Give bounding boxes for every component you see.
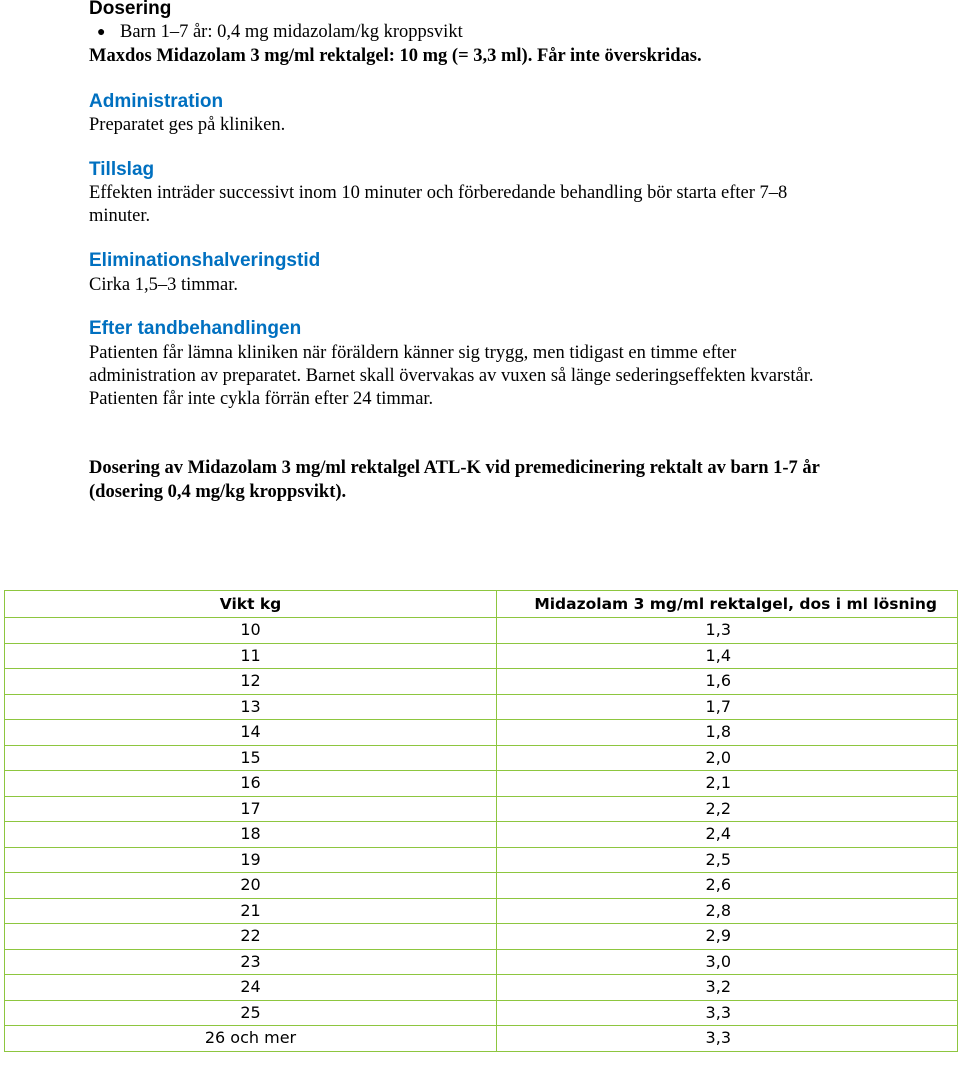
table-row: [5, 796, 958, 822]
dose-cell: 2,0: [497, 745, 958, 771]
dose-cell: 2,8: [497, 898, 958, 924]
table-row: [5, 847, 958, 873]
weight-cell: 12: [5, 669, 497, 695]
dose-cell: 2,9: [497, 924, 958, 950]
administration-text: Preparatet ges på kliniken.: [89, 115, 286, 135]
weight-cell: 11: [5, 643, 497, 669]
dose-cell: 1,3: [497, 618, 958, 644]
table-header-row: [5, 591, 958, 618]
weight-cell: 16: [5, 771, 497, 797]
tillslag-text: Effekten inträder successivt inom 10 minuter och förberedande behandling bör starta efter 7–8 minuter.: [89, 183, 788, 226]
efter-heading: Efter tandbehandlingen: [89, 318, 302, 339]
weight-column-header: Vikt kg: [5, 591, 497, 618]
table-row: [5, 669, 958, 695]
dose-cell: 1,4: [497, 643, 958, 669]
dose-cell: 1,8: [497, 720, 958, 746]
weight-cell: 18: [5, 822, 497, 848]
table-row: [5, 1000, 958, 1026]
table-row: [5, 1026, 958, 1052]
administration-heading: Administration: [89, 91, 224, 112]
weight-cell: 23: [5, 949, 497, 975]
elimination-text: Cirka 1,5–3 timmar.: [89, 275, 239, 295]
dose-cell: 1,6: [497, 669, 958, 695]
table-row: [5, 949, 958, 975]
dose-cell: 2,4: [497, 822, 958, 848]
table-intro: Dosering av Midazolam 3 mg/ml rektalgel ATL-K vid premedicinering rektalt av barn 1-7 år (dosering 0,4 mg/kg kroppsvikt).: [89, 458, 820, 502]
weight-cell: 20: [5, 873, 497, 899]
dose-cell: 3,2: [497, 975, 958, 1001]
table-row: [5, 771, 958, 797]
weight-cell: 19: [5, 847, 497, 873]
dose-column-header: Midazolam 3 mg/ml rektalgel, dos i ml lösning: [497, 591, 958, 618]
elimination-heading: Eliminationshalveringstid: [89, 250, 321, 271]
table-row: [5, 822, 958, 848]
weight-cell: 21: [5, 898, 497, 924]
dose-cell: 2,2: [497, 796, 958, 822]
weight-cell: 14: [5, 720, 497, 746]
max-dose-text: Maxdos Midazolam 3 mg/ml rektalgel: 10 mg (= 3,3 ml). Får inte överskridas.: [89, 46, 702, 66]
weight-cell: 26 och mer: [5, 1026, 497, 1052]
dosering-bullet-text: Barn 1–7 år: 0,4 mg midazolam/kg kroppsvikt: [120, 22, 463, 42]
weight-cell: 15: [5, 745, 497, 771]
dose-cell: 1,7: [497, 694, 958, 720]
weight-cell: 13: [5, 694, 497, 720]
table-row: [5, 618, 958, 644]
dose-cell: 3,0: [497, 949, 958, 975]
dosing-table: [4, 590, 958, 1052]
dose-cell: 2,5: [497, 847, 958, 873]
weight-cell: 17: [5, 796, 497, 822]
table-row: [5, 694, 958, 720]
table-row: [5, 745, 958, 771]
table-row: [5, 975, 958, 1001]
table-row: [5, 720, 958, 746]
weight-cell: 10: [5, 618, 497, 644]
dosering-heading: Dosering: [89, 0, 172, 19]
weight-cell: 24: [5, 975, 497, 1001]
bullet-icon: ●: [97, 25, 106, 40]
dose-cell: 3,3: [497, 1000, 958, 1026]
dose-cell: 3,3: [497, 1026, 958, 1052]
weight-cell: 22: [5, 924, 497, 950]
dose-cell: 2,6: [497, 873, 958, 899]
dose-cell: 2,1: [497, 771, 958, 797]
table-row: [5, 924, 958, 950]
dosering-bullet-item: [97, 21, 463, 44]
weight-cell: 25: [5, 1000, 497, 1026]
table-row: [5, 898, 958, 924]
table-row: [5, 643, 958, 669]
efter-text: Patienten får lämna kliniken när föräldern känner sig trygg, men tidigast en timme efter administration av preparatet. Barnet skall övervakas av vuxen så länge sederingseffekten kvarstår. Patienten får inte cykla förrän efter 24 timmar.: [89, 343, 814, 409]
table-row: [5, 873, 958, 899]
tillslag-heading: Tillslag: [89, 159, 155, 180]
